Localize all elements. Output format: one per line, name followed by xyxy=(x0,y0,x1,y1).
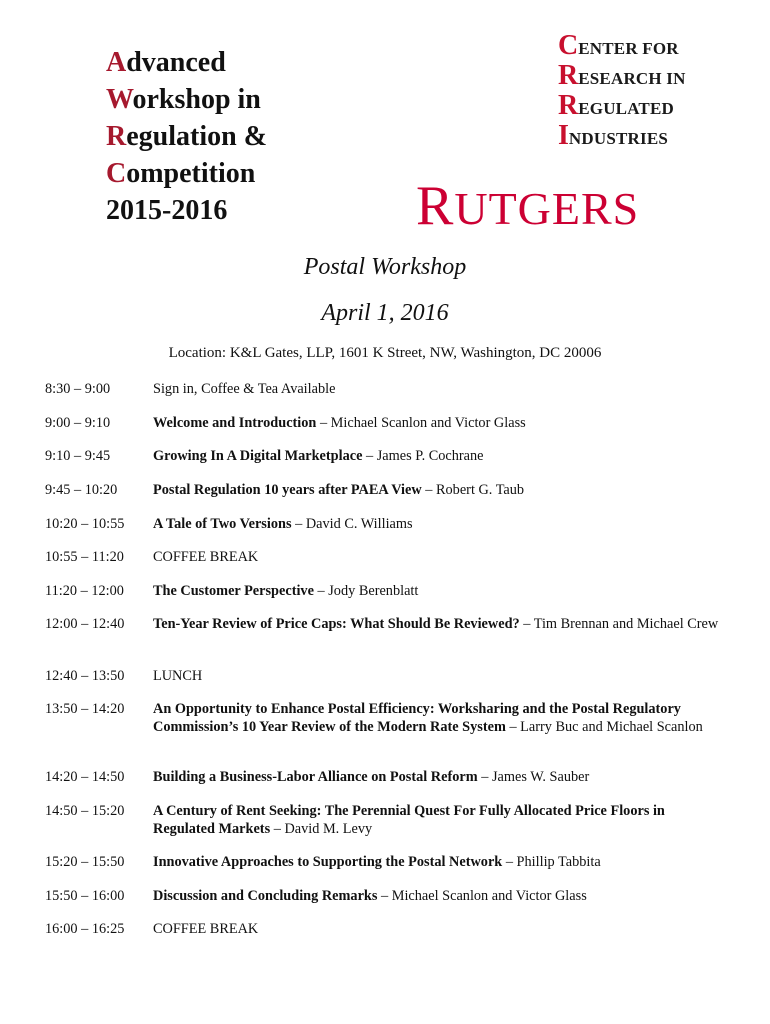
schedule-time: 9:00 – 9:10 xyxy=(45,415,111,431)
schedule-time: 9:45 – 10:20 xyxy=(45,482,118,498)
schedule-desc: An Opportunity to Enhance Postal Efficiency: Worksharing and the Postal Regulatory Commission’s 10 Year Review of the Modern Rate System – Larry Buc and Michael Scanlon xyxy=(153,701,703,735)
schedule-time: 9:10 – 9:45 xyxy=(45,448,111,464)
schedule-time: 15:50 – 16:00 xyxy=(45,888,125,904)
schedule-time: 15:20 – 15:50 xyxy=(45,854,125,870)
schedule-desc: COFFEE BREAK xyxy=(153,921,259,937)
event-date: April 1, 2016 xyxy=(321,300,449,326)
schedule-desc: Building a Business-Labor Alliance on Postal Reform – James W. Sauber xyxy=(153,769,590,785)
schedule-time: 14:20 – 14:50 xyxy=(45,769,125,785)
schedule-desc: Ten-Year Review of Price Caps: What Should Be Reviewed? – Tim Brennan and Michael Crew xyxy=(153,616,719,632)
rutgers-logo: RUTGERS xyxy=(416,175,640,237)
event-location: Location: K&L Gates, LLP, 1601 K Street, NW, Washington, DC 20006 xyxy=(168,345,602,361)
schedule-desc: COFFEE BREAK xyxy=(153,549,259,565)
title-year: 2015-2016 xyxy=(106,195,228,226)
schedule-desc: Growing In A Digital Marketplace – James P. Cochrane xyxy=(153,448,484,464)
title-line: Competition xyxy=(106,158,256,189)
schedule-desc: LUNCH xyxy=(153,668,203,684)
workshop-title xyxy=(106,44,406,229)
schedule-time: 12:40 – 13:50 xyxy=(45,668,125,684)
title-line: Regulation & xyxy=(106,121,268,152)
schedule-time: 16:00 – 16:25 xyxy=(45,921,125,937)
schedule-desc: A Century of Rent Seeking: The Perennial Quest For Fully Allocated Price Floors in Regulated Markets – David M. Levy xyxy=(153,803,665,837)
schedule-desc: Innovative Approaches to Supporting the Postal Network – Phillip Tabbita xyxy=(153,854,601,870)
schedule-desc: Postal Regulation 10 years after PAEA View – Robert G. Taub xyxy=(153,482,525,498)
title-line: Advanced xyxy=(106,47,226,78)
schedule-time: 14:50 – 15:20 xyxy=(45,803,125,819)
event-name: Postal Workshop xyxy=(303,254,467,280)
schedule-time: 13:50 – 14:20 xyxy=(45,701,125,717)
schedule-time: 10:20 – 10:55 xyxy=(45,516,125,532)
schedule-time: 12:00 – 12:40 xyxy=(45,616,125,632)
schedule-desc: The Customer Perspective – Jody Berenblatt xyxy=(153,583,419,599)
crri-logo: CENTER FOR RESEARCH IN REGULATED INDUSTRIES xyxy=(558,30,686,151)
schedule-desc: Welcome and Introduction – Michael Scanlon and Victor Glass xyxy=(153,415,526,431)
schedule-time: 8:30 – 9:00 xyxy=(45,381,111,397)
schedule-desc: Discussion and Concluding Remarks – Michael Scanlon and Victor Glass xyxy=(153,888,587,904)
schedule-desc: Sign in, Coffee & Tea Available xyxy=(153,381,336,397)
title-line: Workshop in xyxy=(106,84,261,115)
schedule-time: 11:20 – 12:00 xyxy=(45,583,124,599)
schedule-desc: A Tale of Two Versions – David C. Williams xyxy=(153,516,413,532)
schedule-time: 10:55 – 11:20 xyxy=(45,549,124,565)
